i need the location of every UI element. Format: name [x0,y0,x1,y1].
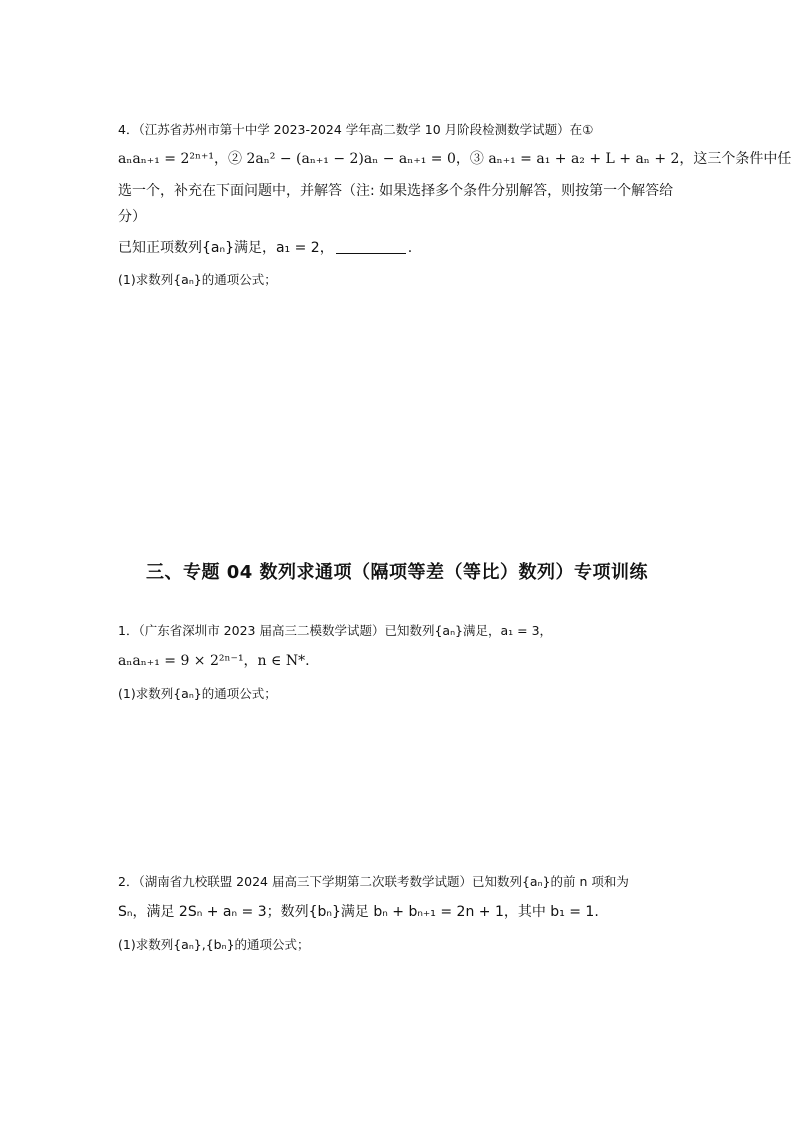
problem-2-line-2: Sₙ，满足 2Sₙ + aₙ = 3；数列{bₙ}满足 bₙ + bₙ₊₁ = 2n + 1，其中 b₁ = 1. [118,904,599,920]
section-title: 三、专题 04 数列求通项（隔项等差（等比）数列）专项训练 [145,562,649,583]
problem-1-line-1: 1．（广东省深圳市 2023 届高三二模数学试题）已知数列{aₙ}满足，a₁ = 3， [118,623,553,638]
problem-2-question-1: (1)求数列{aₙ},{bₙ}的通项公式； [118,937,310,952]
problem-1-question-1: (1)求数列{aₙ}的通项公式； [118,686,277,701]
problem-4-line-1: 4．（江苏省苏州市第十中学 2023-2024 学年高二数学 10 月阶段检测数学试题）在① [118,122,594,137]
problem-4-question-1: (1)求数列{aₙ}的通项公式； [118,272,277,287]
problem-4-line-4: 分） [118,209,146,225]
problem-4-line-3: 选一个，补充在下面问题中，并解答（注: 如果选择多个条件分别解答，则按第一个解答给 [118,183,674,199]
answer-blank [336,239,406,254]
problem-4-condition-text: 已知正项数列{aₙ}满足，a₁ = 2， [118,240,334,256]
problem-4-period: . [407,240,413,256]
problem-1-line-2: aₙaₙ₊₁ = 9 × 2²ⁿ⁻¹，n ∈ N*. [118,653,310,669]
problem-4-line-2: aₙaₙ₊₁ = 2²ⁿ⁺¹，② 2aₙ² − (aₙ₊₁ − 2)aₙ − aₙ₊₁ = 0，③ aₙ₊₁ = a₁ + a₂ + L + aₙ + 2，这三个条件中任 [118,151,792,167]
problem-2-line-1: 2．（湖南省九校联盟 2024 届高三下学期第二次联考数学试题）已知数列{aₙ}的前 n 项和为 [118,874,629,889]
problem-4-line-5 [118,238,412,258]
